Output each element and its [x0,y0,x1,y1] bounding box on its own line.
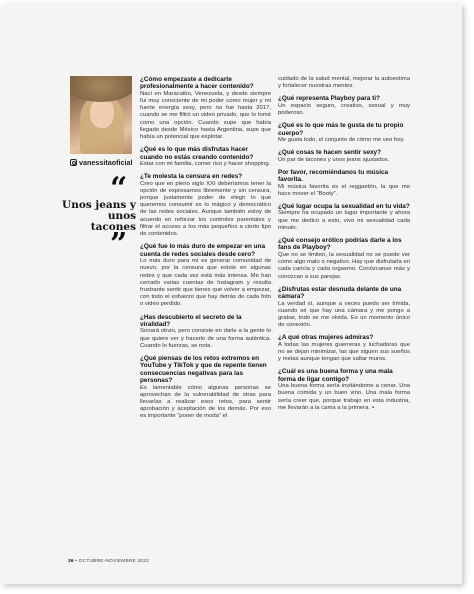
answer-text: A todas las mujeres guerreras y luchadoras que no se dejan minimizar, las que siguen sus sueños y metas aunque tengan que saltar muros. [278,341,410,363]
answer-text: La verdad sí, aunque a veces puedo ser tímida, cuando sé que hay una cámara y me pongo a grabar, todo se me olvida. Es un momento único de conexión. [278,300,410,329]
answer-text: Es lamentable cómo algunas personas se aprovechan de la vulnerabilidad de otras para llevarlas a realizar esos retos, para sentir aprobación y aceptación de los demás. Por eso es importante “poner de moda” el [140,384,271,420]
interview-answer [278,157,410,164]
footer-separator: • [75,559,79,564]
interview-question: ¿A qué otras mujeres admiras? [278,334,374,342]
interview-question: ¿Qué fue lo más duro de empezar en una cuenta de redes sociales desde cero? [140,243,265,258]
page-number: 36 [68,559,74,564]
interview-answer [278,184,410,198]
interview-answer [278,76,410,90]
interview-answer [278,210,410,232]
interview-question: ¿Te molesta la censura en redes? [140,173,243,181]
interview-question: Por favor, recomiéndanos tu música favorita. [278,168,389,184]
interview-question: ¿Qué consejo erótico podrías darle a los fans de Playboy? [278,237,402,252]
answer-text: Una buena forma sería invitándome a cenar. Una buena comida y un buen vino. Una mala forma sería creer que, porque trabajo en esta industria, me llevarán a la cama a la primera. [278,383,410,411]
answer-text: Un par de tacones y unos jeans ajustados. [278,156,390,163]
answer-text: Estar con mi familia, comer rico y hacer shopping. [140,161,271,168]
interview-question: ¿Qué representa Playboy para ti? [278,95,380,103]
magazine-page [2,4,462,584]
interview-answer [140,258,271,308]
interview-question: ¿Qué es lo que más te gusta de tu propio cuerpo? [278,122,404,137]
answer-text: Un espacio seguro, creativo, sexual y muy poderoso. [278,102,410,117]
interview-question: ¿Has descubierto el secreto de la viralidad? [140,313,242,328]
answer-text: Sonará obvio, pero consiste en darle a la gente lo que quiere ver y hacerlo de una forma auténtica. Cuando lo fuerzas, se nota. [140,328,271,349]
interview-answer [140,161,271,168]
answer-text: cuidado de la salud mental, mejorar la autoestima y fortalecer nuestras mentes. [278,76,410,90]
interview-question: ¿Qué cosas te hacen sentir sexy? [278,149,382,157]
interview-answer [278,301,410,330]
interview-question: ¿Cómo empezaste a dedicarte profesionalmente a hacer contenido? [140,76,254,91]
interview-answer [278,103,410,117]
interview-question: ¿Cuál es una buena forma y una mala forma de ligar contigo? [278,368,393,383]
answer-text: Creo que en pleno siglo XXI deberíamos tener la opción de expresarnos libremente y sin censura, porque justamente poder de elegir lo que queremos consumir es lo mágico y democrático de las redes sociales. Aunque también estoy de acuerdo en reforzar los controles parentales y filtrar el acceso a los más pequeños a cierto tipo de contenidos. [140,180,271,238]
instagram-icon [70,159,77,166]
interview-answer [140,385,271,421]
interview-answer [278,137,410,144]
answer-text: Que no se limiten, la sexualidad no se puede ver como algo malo o negativo. Hay que disfrutarla en cada caricia y cada orgasmo. Conózcanse más y conozcan a sus parejas. [278,251,410,280]
interview-answer [278,342,410,364]
answer-text: Lo más duro para mí es generar comunidad de nuevo, por la censura que existe en algunas redes y que cada vez está más intensa. Me han cerrado varias cuentas de Instagram y resulta frustrante sentir que tienes que volver a empezar, con todo el esfuerzo que hay detrás de cada foto o video perdido. [140,258,271,308]
interview-question: ¿Qué es lo que más disfrutas hacer cuando no estás creando contenido? [140,146,254,161]
issue-date: OCTUBRE-NOVIEMBRE 2022 [78,559,149,564]
instagram-handle [70,158,133,167]
interview-answer [140,181,271,239]
open-quote-mark: “ [110,171,128,206]
answer-text: Nací en Maracaibo, Venezuela, y desde siempre fui muy consciente de mi poder como mujer y mi fuerte energía sexy, pero no fue hasta 2017, cuando se me filtró un video privado, que lo tomé como una opción. Cuando supe que había llegado desde México hasta Argentina, supe que había un potencial que explotar. [140,90,271,141]
profile-photo [70,76,132,154]
answer-text: Me gusta todo, el conjunto de cómo me veo hoy. [278,137,405,144]
interview-question: ¿Disfrutas estar desnuda delante de una cámara? [278,285,402,301]
end-mark: ▪ [372,404,375,411]
interview-answer [140,328,271,350]
article-column-2 [278,76,410,417]
page-footer [68,559,149,564]
interview-answer [140,91,271,141]
interview-answer [278,383,410,412]
pull-quote: Unos jeans y unos tacones [62,199,136,233]
interview-question: ¿Qué lugar ocupa la sexualidad en tu vida? [278,203,410,211]
answer-text: Siempre ha ocupado un lugar importante y ahora que me dedico a esto, vivo mi sexualidad cada minuto. [278,210,410,231]
interview-question: ¿Qué piensas de los retos extremos en YouTube y TikTok y que de repente tienen consecuencias negativas para las personas? [140,354,267,385]
article-column-1 [140,76,271,426]
close-quote-mark: ” [110,227,128,262]
handle-text: vanessitaoficial [79,158,133,167]
interview-answer [278,252,410,281]
answer-text: Mi música favorita es el reggaetón, la que me hace mover el “Booty”. [278,183,410,197]
